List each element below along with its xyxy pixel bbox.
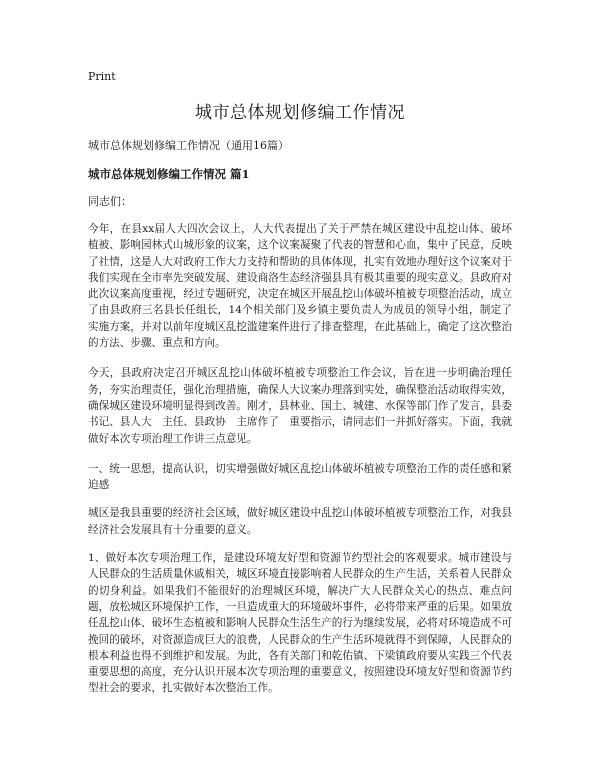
- document-title: 城市总体规划修编工作情况: [195, 103, 405, 123]
- section-heading: 城市总体规划修编工作情况 篇1: [88, 167, 250, 181]
- print-label: Print: [88, 70, 116, 83]
- paragraph: 今年，在县xx届人大四次会议上，人大代表提出了关于严禁在城区建设中乱挖山体、破坏植被、影响园林式山城形象的议案，这个议案凝聚了代表的智慧和心血，集中了民意，反映了社情，这是人大对政府工作大力支持和帮助的具体体现，扎实有效地办理好这个议案对于我们实现在全市率先突破发展、建设商洛生态经济强县具有极其重要的现实意义。县政府对此次议案高度重视，经过专题研究，决定在城区开展乱挖山体破坏植被专项整治活动，成立了由县政府三名县长任组长，14个相关部门及乡镇主要负责人为成员的领导小组，制定了实施方案，并对以前年度城区乱挖滥建案件进行了排查整理，在此基础上，确定了这次整治的方法、步骤、重点和方向。: [88, 223, 512, 350]
- paragraph: 今天，县政府决定召开城区乱挖山体破坏植被专项整治工作会议，旨在进一步明确治理任务，夯实治理责任，强化治理措施，确保人大议案办理落到实处，确保整治活动取得实效，确保城区建设环境明显得到改善。刚才，县林业、国土、城建、水保等部门作了发言，县委 书记、县人大 主任、县政协 主席作了 重要指示，请同志们一并抓好落实。下面，我就做好本次专项治理工作讲三点意见。: [88, 367, 523, 445]
- paragraph: 城区是我县重要的经济社会区域，做好城区建设中乱挖山体破坏植被专项整治工作，对我县经济社会发展具有十分重要的意义。: [88, 507, 512, 536]
- paragraph: 1、做好本次专项治理工作，是建设环境友好型和资源节约型社会的客观要求。城市建设与人民群众的生活质量休戚相关，城区环境直接影响着人民群众的生产生活，关系着人民群众的切身利益。如果我们不能很好的治理城区环境，解决广大人民群众关心的热点、难点问题，放松城区环境保护工作，一旦造成重大的环境破坏事件，必将带来严重的后果。如果放任乱挖山体、破坏生态植被和影响人民群众生活生产的行为继续发展，必将对环境造成不可挽回的破坏，对资源造成巨大的浪费，人民群众的生产生活环境就得不到保障，人民群众的根本利益也得不到维护和发展。为此，各有关部门和乾佑镇、下梁镇政府要从实践三个代表重要思想的高度，充分认识开展本次专项治理的重要意义，按照建设环境友好型和资源节约型社会的要求，扎实做好本次整治工作。: [88, 552, 512, 695]
- paragraph: 一、统一思想，提高认识，切实增强做好城区乱挖山体破坏植被专项整治工作的责任感和紧迫感: [88, 462, 512, 492]
- greeting: 同志们：: [88, 195, 132, 208]
- document-subtitle: 城市总体规划修编工作情况（通用16篇）: [88, 139, 289, 152]
